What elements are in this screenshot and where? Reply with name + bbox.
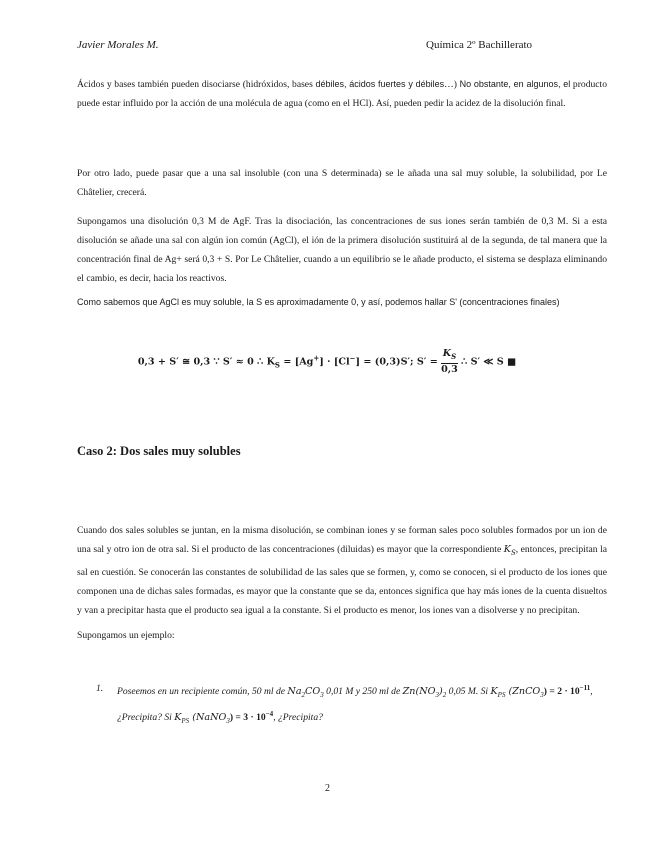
example-text: Poseemos en un recipiente común, 50 ml de $Na_2CO_3$ 0,01 M y 250 ml de $Zn(NO_3)_2$ 0,05 M. Si $K_{PS}$ (ZnCO$_3$) = $2 \cdot 10^{-11}$, ¿Precipita? Si $K_{PS}$ (NaNO$_3$) = $3 \cdot 10^{-4}$, ¿Precipita? (117, 684, 593, 726)
page-number: 2 (325, 783, 330, 794)
equation-common-ion: 0,3 + S′ ≅ 0,3 ∵ S′ ≈ 0 ∴ $K_S = [Ag^+] \cdot [Cl^-] = (0,3)S'$; S′ = $\frac{K_S}{0,3}$ ∴ S′ ≪ S ■ (137, 348, 517, 375)
section-title: Caso 2: Dos sales muy solubles (77, 444, 241, 458)
header-author: Javier Morales M. (77, 39, 159, 51)
header-subject: Química 2º Bachillerato (426, 39, 533, 51)
paragraph-acids-bases: Ácidos y bases también pueden disociarse (hidróxidos, bases débiles, ácidos fuertes y débiles…) No obstante, en algunos, el producto puede estar influido por la acción de una molécula de agua (como en el HCl). Así, pueden pedir la acidez de la disolución final. (77, 79, 608, 109)
list-number: 1. (96, 683, 104, 694)
paragraph-example-intro: Supongamos un ejemplo: (77, 630, 175, 641)
fraction-ks-over-03: $\frac{K_S}{0,3}$ (441, 348, 458, 375)
paragraph-two-soluble-salts: Cuando dos sales solubles se juntan, en la misma disolución, se combinan iones y se forman sales poco solubles formados por un ion de una sal y otro ion de otra sal. Si el producto de las concentraciones (diluidas) es mayor que la correspondiente $K_S$, entonces, precipitan la sal en cuestión. Se conocerán las constantes de solubilidad de las sales que se formen, y, como se conocen, si el producto de los iones que componen una de dichas sales formadas, es mayor que la constante que se da, entonces significa que hay más iones de la cuenta disueltos y van a precipitar hasta que el producto sea igual a la constante. Si el producto es menor, los iones van a disolverse y no precipitan. (77, 525, 608, 616)
example-item-1 (96, 679, 608, 731)
paragraph-le-chatelier: Por otro lado, puede pasar que a una sal insoluble (con una S determinada) se le añada una sal muy soluble, la solubilidad, por Le Châtelier, crecerá. (77, 168, 607, 198)
paragraph-agf-example: Supongamos una disolución 0,3 M de AgF. Tras la disociación, las concentraciones de sus iones serán también de 0,3 M. Si a esta disolución se añade una sal con algún ion común (AgCl), el ión de la primera disolución sustituirá al de la segunda, de tal manera que la concentración final de Ag+ será 0,3 + S. Por Le Châtelier, cuando a un equilibrio se le añade producto, el sistema se desplaza eliminando el cambio, es decir, hacia los reactivos. (77, 216, 607, 284)
paragraph-agcl-soluble: Como sabemos que AgCl es muy soluble, la S es aproximadamente 0, y así, podemos hallar S' (concentraciones finales) (77, 297, 560, 307)
